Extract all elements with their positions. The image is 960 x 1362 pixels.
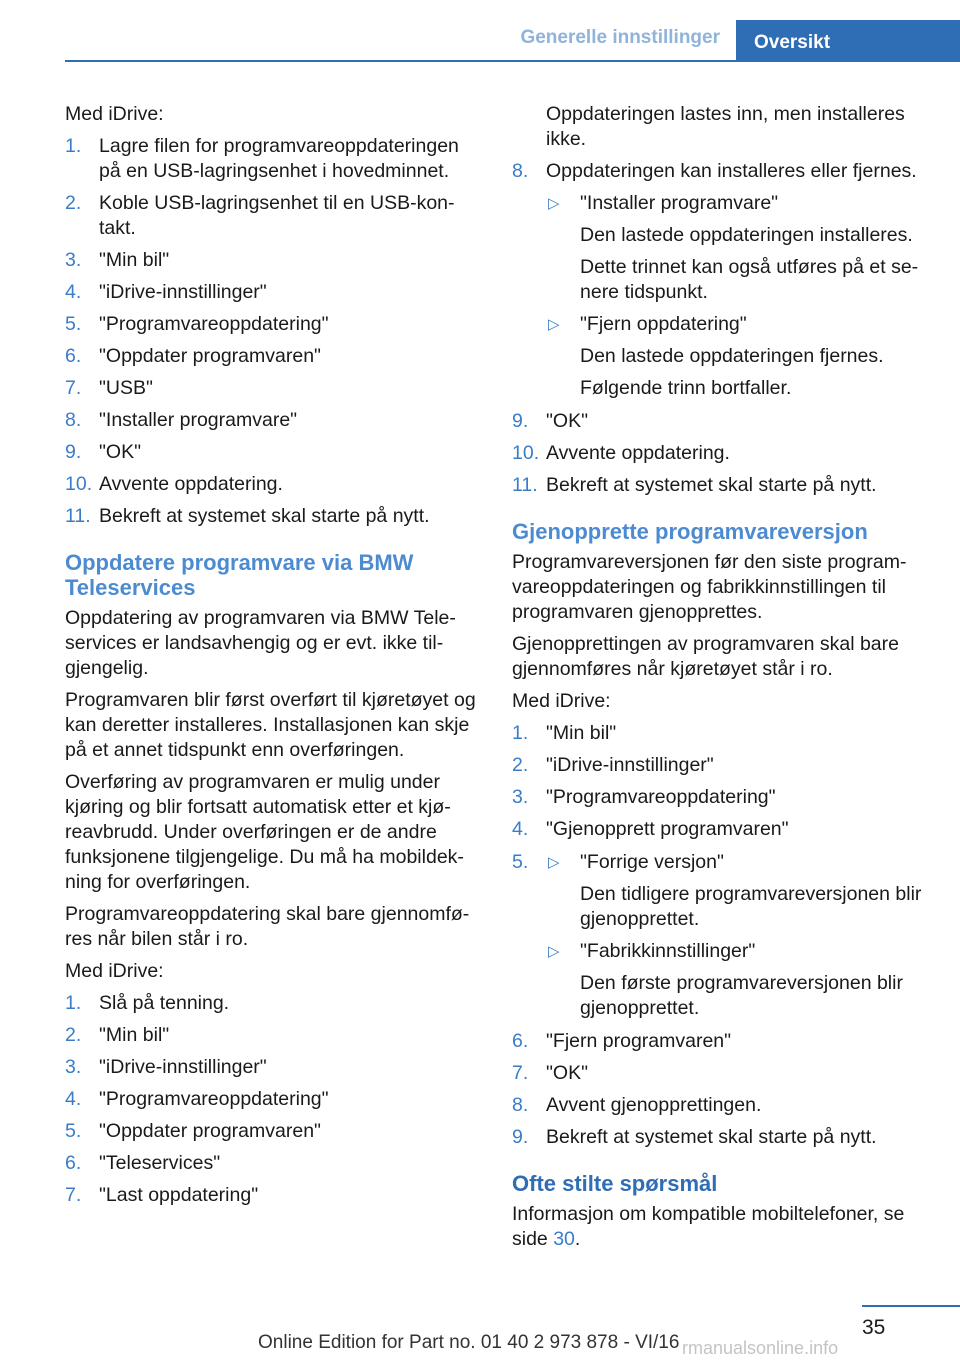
para-availability: Oppdatering av programvaren via BMW Tele-services er landsavhengig og er evt. ikke til-gjengelig. bbox=[65, 607, 456, 679]
para-restore-standstill: Gjenopprettingen av programvaren skal bare gjennomføres når kjøretøyet står i ro. bbox=[512, 633, 899, 680]
step-text: Avvente oppdatering. bbox=[546, 442, 730, 464]
step-text: Bekreft at systemet skal starte på nytt. bbox=[99, 505, 430, 527]
step-number: 10. bbox=[512, 442, 540, 464]
list-item bbox=[65, 248, 480, 273]
step-text: "iDrive-innstillinger" bbox=[99, 281, 267, 303]
step-text: "Min bil" bbox=[99, 249, 170, 271]
list-item bbox=[512, 1125, 930, 1150]
option-description: Den tidligere programvareversjonen blir gjenopprettet. bbox=[580, 883, 922, 930]
step-number: 7. bbox=[65, 1184, 82, 1206]
faq-text: Informasjon om kompatible mobiltelefoner, se side bbox=[512, 1203, 905, 1250]
step-text: "iDrive-innstillinger" bbox=[99, 1056, 267, 1078]
footer-rule bbox=[862, 1305, 960, 1307]
triangle-bullet-icon: ▷ bbox=[548, 316, 560, 333]
option-description: Dette trinnet kan også utføres på et se-nere tidspunkt. bbox=[580, 256, 919, 303]
edition-note: Online Edition for Part no. 01 40 2 973 878 - VI/16 bbox=[258, 1332, 680, 1353]
step-number: 1. bbox=[65, 992, 82, 1014]
step-number: 8. bbox=[512, 1094, 529, 1116]
step-text: Slå på tenning. bbox=[99, 992, 230, 1014]
chapter-tab: Oversikt bbox=[736, 20, 960, 62]
list-item bbox=[512, 1093, 930, 1118]
step-number: 3. bbox=[65, 249, 82, 271]
para-transfer: Programvaren blir først overført til kjøretøyet og kan deretter installeres. Installasjonen kan skje på et annet tidspunkt enn overføringen. bbox=[65, 689, 476, 761]
intro-usb: Med iDrive: bbox=[65, 103, 164, 125]
left-column bbox=[65, 102, 480, 1216]
step-number: 10. bbox=[65, 473, 93, 495]
list-item bbox=[65, 344, 480, 369]
option-item bbox=[546, 850, 930, 932]
list-item bbox=[512, 721, 930, 746]
step-text: "iDrive-innstillinger" bbox=[546, 754, 714, 776]
install-options bbox=[546, 191, 930, 401]
restore-steps bbox=[512, 721, 930, 842]
step-number: 9. bbox=[512, 1126, 529, 1148]
page-number: 35 bbox=[862, 1316, 886, 1339]
step-number: 5. bbox=[65, 313, 82, 335]
step-text: "OK" bbox=[546, 1062, 589, 1084]
list-item bbox=[65, 991, 480, 1016]
watermark: rmanualsonline.info bbox=[682, 1338, 839, 1358]
step-number: 3. bbox=[512, 786, 529, 808]
step-7-continuation: Oppdateringen lastes inn, men installeres ikke. bbox=[546, 103, 905, 150]
step-text: "Oppdater programvaren" bbox=[99, 345, 321, 367]
para-faq bbox=[512, 1202, 930, 1252]
page-header bbox=[0, 0, 960, 62]
step-number: 6. bbox=[512, 1030, 529, 1052]
step-text: "OK" bbox=[546, 410, 589, 432]
step-number: 7. bbox=[512, 1062, 529, 1084]
header-rule bbox=[65, 60, 736, 62]
para-driving: Overføring av programvaren er mulig under kjøring og blir fortsatt automatisk etter et kjø-reavbrudd. Under overføringen er de andre funksjonene tilgjengelige. Du må ha mobildek-ning for overføringen. bbox=[65, 771, 464, 893]
step-number: 9. bbox=[512, 410, 529, 432]
list-item bbox=[65, 1119, 480, 1144]
step-number: 4. bbox=[65, 281, 82, 303]
step-text: "Min bil" bbox=[546, 722, 617, 744]
option-label: "Fjern oppdatering" bbox=[580, 313, 747, 335]
step-number: 4. bbox=[65, 1088, 82, 1110]
list-item bbox=[65, 1023, 480, 1048]
step-text: "Fjern programvaren" bbox=[546, 1030, 732, 1052]
step-text: Oppdateringen kan installeres eller fjernes. bbox=[546, 160, 917, 182]
triangle-bullet-icon: ▷ bbox=[548, 854, 560, 871]
faq-end: . bbox=[574, 1228, 581, 1250]
option-label: "Fabrikkinnstillinger" bbox=[580, 940, 756, 962]
restore-options bbox=[546, 850, 930, 1021]
step-text: "OK" bbox=[99, 441, 142, 463]
step-number: 3. bbox=[65, 1056, 82, 1078]
list-item bbox=[512, 1061, 930, 1086]
restore-steps-rest bbox=[512, 1029, 930, 1150]
step-text: "Min bil" bbox=[99, 1024, 170, 1046]
step-text: Avvente oppdatering. bbox=[99, 473, 283, 495]
list-item bbox=[65, 1087, 480, 1112]
para-restore: Programvareversjonen før den siste program-vareoppdateringen og fabrikkinnstillingen til programvaren gjenopprettes. bbox=[512, 551, 907, 623]
step-text: "Gjenopprett programvaren" bbox=[546, 818, 789, 840]
list-item bbox=[512, 159, 930, 401]
list-item bbox=[512, 785, 930, 810]
list-item bbox=[65, 191, 480, 241]
usb-steps bbox=[65, 134, 480, 529]
page-link[interactable]: 30 bbox=[553, 1228, 575, 1250]
list-item bbox=[512, 473, 930, 498]
step-number: 6. bbox=[65, 1152, 82, 1174]
para-standstill: Programvareoppdatering skal bare gjennomfø-res når bilen står i ro. bbox=[65, 903, 470, 950]
step-text: "Last oppdatering" bbox=[99, 1184, 259, 1206]
step-number: 2. bbox=[512, 754, 529, 776]
right-column bbox=[512, 102, 930, 1259]
step-text: Avvent gjenopprettingen. bbox=[546, 1094, 762, 1116]
list-item bbox=[65, 280, 480, 305]
step-number: 5. bbox=[512, 851, 529, 873]
triangle-bullet-icon: ▷ bbox=[548, 195, 560, 212]
option-description: Følgende trinn bortfaller. bbox=[580, 377, 792, 399]
list-item bbox=[512, 850, 930, 1021]
step-number: 5. bbox=[65, 1120, 82, 1142]
triangle-bullet-icon: ▷ bbox=[548, 943, 560, 960]
list-item bbox=[65, 1055, 480, 1080]
step-text: "Installer programvare" bbox=[99, 409, 298, 431]
step-number: 11. bbox=[65, 505, 91, 527]
list-item bbox=[512, 817, 930, 842]
install-steps-rest bbox=[512, 409, 930, 498]
step-number: 4. bbox=[512, 818, 529, 840]
step-text: Lagre filen for programvareoppdateringen på en USB-lagringsenhet i hovedminnet. bbox=[99, 135, 459, 182]
option-item bbox=[546, 939, 930, 1021]
step-text: "Teleservices" bbox=[99, 1152, 221, 1174]
list-item bbox=[65, 408, 480, 433]
list-item bbox=[512, 409, 930, 434]
option-description: Den lastede oppdateringen fjernes. bbox=[580, 345, 884, 367]
list-item bbox=[65, 472, 480, 497]
list-item bbox=[65, 1151, 480, 1176]
list-item bbox=[65, 376, 480, 401]
list-item bbox=[65, 440, 480, 465]
list-item bbox=[512, 753, 930, 778]
step-number: 1. bbox=[512, 722, 529, 744]
step-text: "USB" bbox=[99, 377, 153, 399]
step-text: Bekreft at systemet skal starte på nytt. bbox=[546, 474, 877, 496]
step-number: 8. bbox=[512, 160, 529, 182]
step-number: 7. bbox=[65, 377, 82, 399]
list-item bbox=[65, 134, 480, 184]
list-item bbox=[512, 441, 930, 466]
restore-step-5 bbox=[512, 850, 930, 1021]
step-text: "Oppdater programvaren" bbox=[99, 1120, 321, 1142]
list-item bbox=[512, 1029, 930, 1054]
heading-teleservices: Oppdatere programvare via BMW Teleservices bbox=[65, 550, 414, 600]
option-label: "Installer programvare" bbox=[580, 192, 779, 214]
step-text: "Programvareoppdatering" bbox=[546, 786, 776, 808]
step-number: 8. bbox=[65, 409, 82, 431]
step-number: 9. bbox=[65, 441, 82, 463]
install-steps bbox=[512, 159, 930, 401]
step-number: 2. bbox=[65, 1024, 82, 1046]
option-description: Den første programvareversjonen blir gjenopprettet. bbox=[580, 972, 903, 1019]
list-item bbox=[65, 312, 480, 337]
option-item bbox=[546, 312, 930, 401]
teleservices-steps bbox=[65, 991, 480, 1208]
step-number: 1. bbox=[65, 135, 82, 157]
step-number: 2. bbox=[65, 192, 82, 214]
option-item bbox=[546, 191, 930, 305]
heading-faq: Ofte stilte spørsmål bbox=[512, 1171, 718, 1196]
intro-teleservices: Med iDrive: bbox=[65, 960, 164, 982]
step-text: "Programvareoppdatering" bbox=[99, 1088, 329, 1110]
section-title: Generelle innstillinger bbox=[520, 27, 720, 48]
option-description: Den lastede oppdateringen installeres. bbox=[580, 224, 913, 246]
intro-restore: Med iDrive: bbox=[512, 690, 611, 712]
option-label: "Forrige versjon" bbox=[580, 851, 724, 873]
step-number: 11. bbox=[512, 474, 538, 496]
step-text: Koble USB-lagringsenhet til en USB-kon-takt. bbox=[99, 192, 455, 239]
step-text: "Programvareoppdatering" bbox=[99, 313, 329, 335]
step-number: 6. bbox=[65, 345, 82, 367]
list-item bbox=[65, 1183, 480, 1208]
list-item bbox=[65, 504, 480, 529]
step-text: Bekreft at systemet skal starte på nytt. bbox=[546, 1126, 877, 1148]
heading-restore: Gjenopprette programvareversjon bbox=[512, 519, 868, 544]
